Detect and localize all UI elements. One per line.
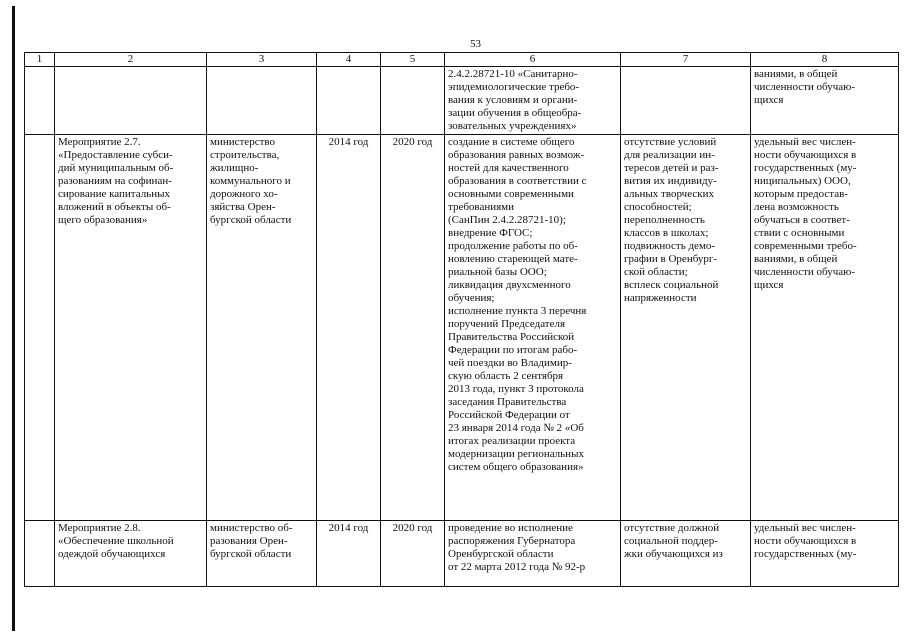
cell-text-line: графии в Оренбург- [624,253,718,265]
cell-text-line: образования в соответствии с [448,175,587,187]
page-number: 53 [470,38,481,50]
cell-text-line: ниципальных) ООО, [754,175,851,187]
cell-responsible [207,521,317,587]
cell-end-year: 2020 год [381,521,445,587]
cell-text-line: Мероприятие 2.8. [58,522,141,534]
cell-text-line: поручений Председателя [448,318,566,330]
cell-text-line: современными требо- [754,240,857,252]
cell-text-line: тересов детей и раз- [624,162,719,174]
cell-text-line: от 22 марта 2012 года № 92-р [448,561,586,573]
cell-text-line: альных творческих [624,188,714,200]
cell-text-line: заседания Правительства [448,396,567,408]
cell-number [25,135,55,521]
cell-expected-result [445,67,621,135]
col-header: 8 [751,53,899,67]
cell-responsible [207,135,317,521]
cell-text-line: государственных (му- [754,548,857,560]
cell-text-line: чей поездки во Владимир- [448,357,572,369]
cell-text-line: щихся [754,94,784,106]
cell-end-year: 2020 год [381,135,445,521]
cell-text-line: Мероприятие 2.7. [58,136,141,148]
cell-text-line: напряженности [624,292,697,304]
cell-text-line: министерство [210,136,276,148]
cell-text-line: скую область 2 сентября [448,370,564,382]
cell-text-line: новлению стареющей мате- [448,253,578,265]
cell-text-line: основными современными [448,188,574,200]
plan-table [24,52,899,587]
cell-text-line: классов в школах; [624,227,709,239]
cell-text-line: дий муниципальным об- [58,162,174,174]
cell-indicator [751,521,899,587]
cell-text-line: вания к условиям и органи- [448,94,578,106]
cell-activity [55,135,207,521]
cell-text-line: сирование капитальных [58,188,170,200]
cell-text-line: зяйства Орен- [210,201,276,213]
cell-indicator [751,135,899,521]
cell-text-line: способностей; [624,201,692,213]
cell-text-line: удельный вес числен- [754,136,856,148]
cell-text-line: разования Орен- [210,535,288,547]
cell-text-line: «Обеспечение школьной [58,535,174,547]
cell-text-line: ваниями, в общей [754,68,838,80]
cell-text-line: Оренбургской области [448,548,554,560]
cell-text-line: обучения; [448,292,495,304]
cell-text-line: исполнение пункта 3 перечня [448,305,587,317]
cell-text-line: всплеск социальной [624,279,719,291]
cell-text-line: социальной поддер- [624,535,718,547]
cell-text-line: бургской области [210,214,292,226]
cell-text-line: государственных (му- [754,162,857,174]
cell-text-line: щихся [754,279,784,291]
cell-text-line: министерство об- [210,522,293,534]
cell-text-line: жилищно- [210,162,259,174]
col-header: 1 [25,53,55,67]
cell-text-line: строительства, [210,149,280,161]
cell-end-year [381,67,445,135]
cell-text-line: «Предоставление субси- [58,149,173,161]
cell-start-year [317,67,381,135]
cell-text-line: ваниями, в общей [754,253,838,265]
cell-text-line: разованиям на софинан- [58,175,172,187]
cell-text-line: вития их индивиду- [624,175,717,187]
cell-text-line: внедрение ФГОС; [448,227,533,239]
cell-text-line: для реализации ин- [624,149,715,161]
table-row [25,521,899,587]
cell-indicator [751,67,899,135]
cell-text-line: ликвидация двухсменного [448,279,571,291]
cell-activity [55,521,207,587]
cell-text-line: численности обучаю- [754,81,856,93]
cell-text-line: переполненность [624,214,705,226]
cell-text-line: вложений в объекты об- [58,201,171,213]
col-header: 5 [381,53,445,67]
cell-text-line: Федерации по итогам рабо- [448,344,578,356]
table-row [25,67,899,135]
cell-text-line: удельный вес числен- [754,522,856,534]
cell-text-line: зовательных учреждениях» [448,120,577,132]
cell-text-line: лена возможность [754,201,839,213]
col-header: 3 [207,53,317,67]
cell-activity [55,67,207,135]
cell-text-line: зации обучения в общеобра- [448,107,582,119]
column-number-row [25,53,899,67]
cell-text-line: продолжение работы по об- [448,240,578,252]
cell-consequences [621,67,751,135]
cell-consequences [621,135,751,521]
cell-text-line: численности обучаю- [754,266,856,278]
cell-text-line: систем общего образования» [448,461,584,473]
table-row [25,135,899,521]
cell-text-line: ствии с основными [754,227,845,239]
cell-text-line: риальной базы ООО; [448,266,547,278]
cell-text-line: 2.4.2.28721-10 «Санитарно- [448,68,578,80]
cell-text-line: ности обучающихся в [754,535,857,547]
cell-text-line: подвижность демо- [624,240,716,252]
cell-text-line: которым предостав- [754,188,848,200]
cell-expected-result [445,135,621,521]
cell-start-year: 2014 год [317,521,381,587]
cell-responsible [207,67,317,135]
cell-text-line: Российской Федерации от [448,409,570,421]
cell-text-line: 23 января 2014 года № 2 «Об [448,422,584,434]
cell-text-line: итогах реализации проекта [448,435,576,447]
cell-text-line: Правительства Российской [448,331,575,343]
cell-text-line: щего образования» [58,214,148,226]
cell-text-line: (СанПин 2.4.2.28721-10); [448,214,566,226]
cell-text-line: отсутствие должной [624,522,720,534]
cell-text-line: эпидемиологические требо- [448,81,580,93]
col-header: 6 [445,53,621,67]
cell-text-line: жки обучающихся из [624,548,723,560]
cell-number [25,67,55,135]
col-header: 4 [317,53,381,67]
cell-text-line: модернизации региональных [448,448,584,460]
cell-text-line: образования равных возмож- [448,149,585,161]
cell-text-line: одеждой обучающихся [58,548,166,560]
cell-consequences [621,521,751,587]
cell-text-line: коммунального и [210,175,291,187]
scan-edge-line [12,6,15,631]
col-header: 7 [621,53,751,67]
cell-text-line: 2013 года, пункт 3 протокола [448,383,584,395]
cell-text-line: отсутствие условий [624,136,717,148]
cell-text-line: проведение во исполнение [448,522,573,534]
cell-expected-result [445,521,621,587]
cell-number [25,521,55,587]
cell-text-line: бургской области [210,548,292,560]
cell-text-line: создание в системе общего [448,136,575,148]
cell-text-line: ской области; [624,266,688,278]
cell-text-line: обучаться в соответ- [754,214,850,226]
cell-text-line: ности обучающихся в [754,149,857,161]
cell-start-year: 2014 год [317,135,381,521]
cell-text-line: ностей для качественного [448,162,569,174]
cell-text-line: распоряжения Губернатора [448,535,576,547]
cell-text-line: дорожного хо- [210,188,278,200]
col-header: 2 [55,53,207,67]
cell-text-line: требованиями [448,201,515,213]
